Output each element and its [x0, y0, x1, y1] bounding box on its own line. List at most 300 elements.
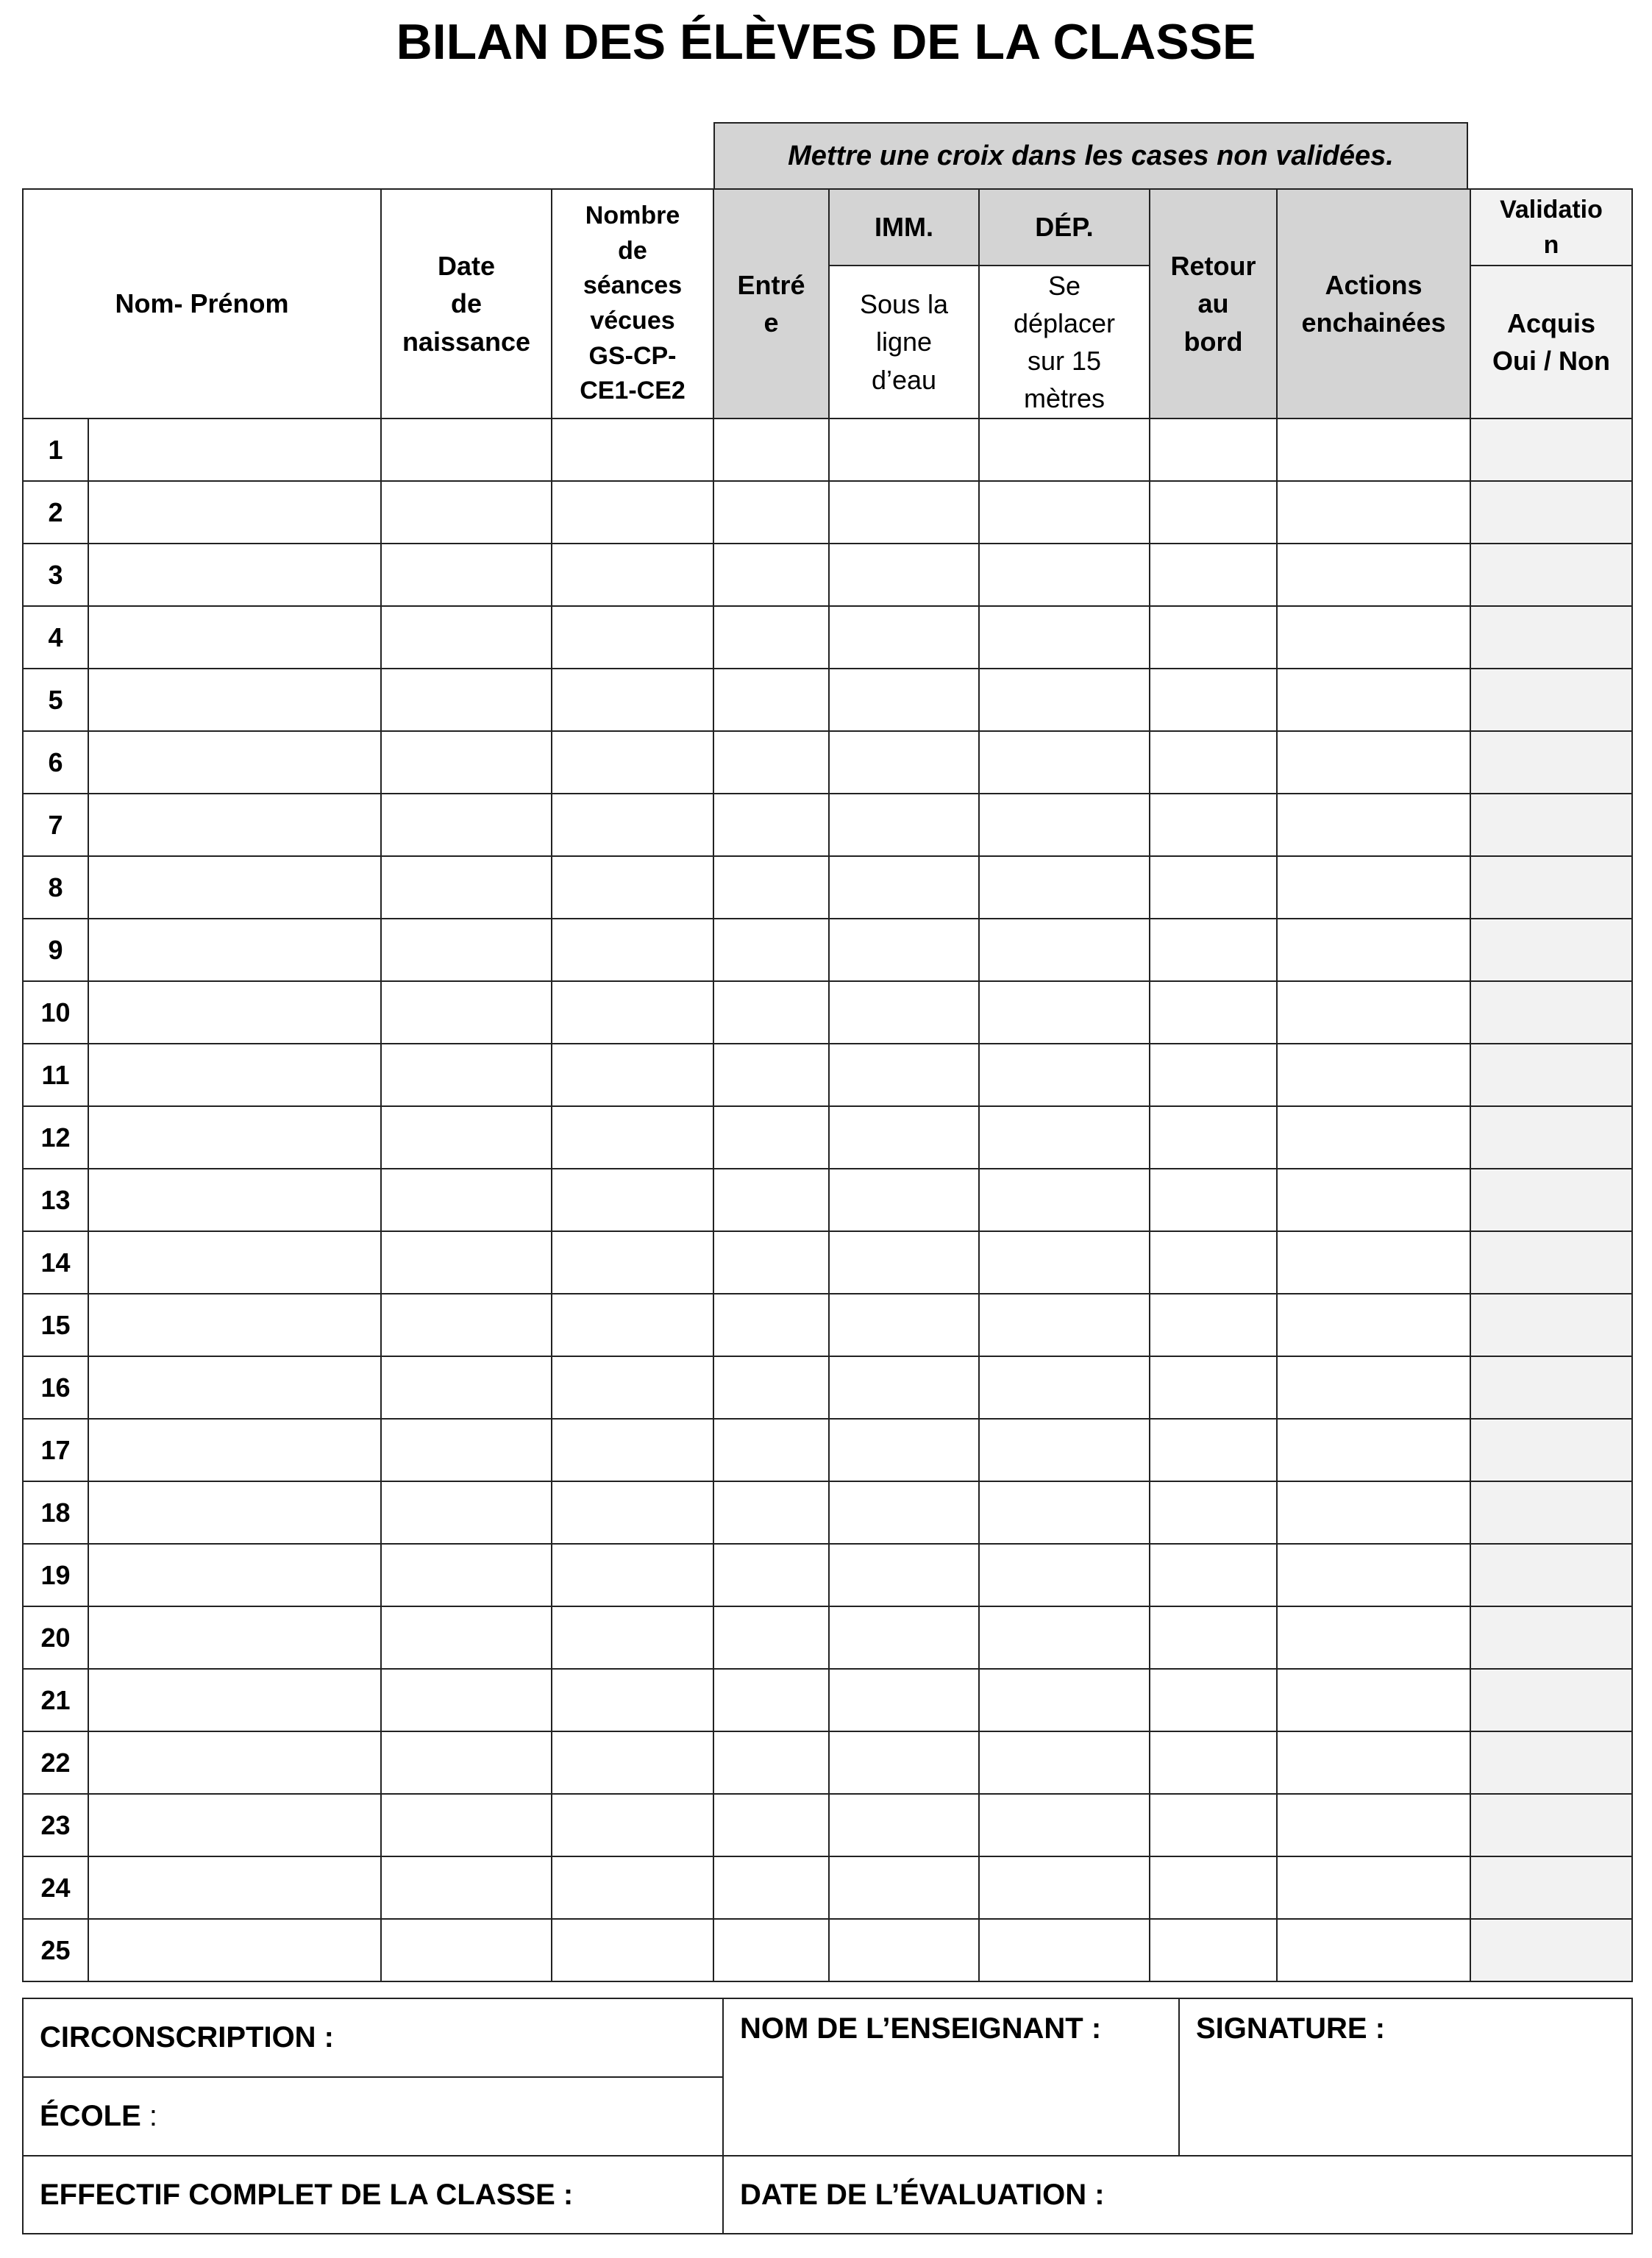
dep-cell[interactable]: [979, 1669, 1150, 1731]
ecole-label: ÉCOLE: [40, 2100, 141, 2132]
imm-cell[interactable]: [829, 1294, 979, 1356]
actions-cell[interactable]: [1277, 1294, 1470, 1356]
birth-date-cell[interactable]: [381, 1731, 552, 1794]
header-imm: IMM.: [829, 189, 979, 266]
table-row: [23, 669, 1632, 731]
imm-cell[interactable]: [829, 856, 979, 919]
entree-cell[interactable]: [713, 1919, 829, 1981]
imm-cell[interactable]: [829, 1606, 979, 1669]
dep-cell[interactable]: [979, 606, 1150, 669]
actions-cell[interactable]: [1277, 544, 1470, 606]
retour-cell[interactable]: [1150, 1481, 1277, 1544]
header-actions: [1277, 189, 1470, 419]
retour-cell[interactable]: [1150, 919, 1277, 981]
birth-date-cell[interactable]: [381, 731, 552, 794]
birth-date-cell[interactable]: [381, 481, 552, 544]
entree-cell[interactable]: [713, 919, 829, 981]
retour-cell[interactable]: [1150, 1356, 1277, 1419]
header-dep-sub-line: Se: [1047, 270, 1081, 301]
entree-cell[interactable]: [713, 1169, 829, 1231]
birth-date-cell[interactable]: [381, 919, 552, 981]
validation-cell[interactable]: [1470, 1044, 1632, 1106]
retour-cell[interactable]: [1150, 981, 1277, 1044]
retour-cell[interactable]: [1150, 1106, 1277, 1169]
dep-cell[interactable]: [979, 919, 1150, 981]
name-cell[interactable]: [88, 606, 381, 669]
dep-cell[interactable]: [979, 1419, 1150, 1481]
validation-cell[interactable]: [1470, 1794, 1632, 1856]
entree-cell[interactable]: [713, 1481, 829, 1544]
table-row: [23, 731, 1632, 794]
imm-cell[interactable]: [829, 1544, 979, 1606]
actions-cell[interactable]: [1277, 1481, 1470, 1544]
actions-cell[interactable]: [1277, 731, 1470, 794]
actions-cell[interactable]: [1277, 1919, 1470, 1981]
entree-cell[interactable]: [713, 1044, 829, 1106]
header-validation-line: Validatio: [1500, 195, 1603, 224]
header-actions-line: enchainées: [1301, 307, 1446, 338]
sessions-cell[interactable]: [552, 794, 713, 856]
birth-date-cell[interactable]: [381, 1606, 552, 1669]
imm-cell[interactable]: [829, 419, 979, 481]
dep-cell[interactable]: [979, 1356, 1150, 1419]
actions-cell[interactable]: [1277, 1044, 1470, 1106]
validation-cell[interactable]: [1470, 1169, 1632, 1231]
actions-cell[interactable]: [1277, 1669, 1470, 1731]
class-size-field[interactable]: EFFECTIF COMPLET DE LA CLASSE :: [23, 2156, 723, 2234]
entree-cell[interactable]: [713, 794, 829, 856]
table-row: [23, 1794, 1632, 1856]
dep-cell[interactable]: [979, 856, 1150, 919]
birth-date-cell[interactable]: [381, 1919, 552, 1981]
sessions-cell[interactable]: [552, 1731, 713, 1794]
retour-cell[interactable]: [1150, 1419, 1277, 1481]
retour-cell[interactable]: [1150, 1606, 1277, 1669]
row-number: 5: [23, 669, 88, 731]
name-cell[interactable]: [88, 1669, 381, 1731]
header-validation: [1470, 189, 1632, 266]
name-cell[interactable]: [88, 1856, 381, 1919]
dep-cell[interactable]: [979, 1481, 1150, 1544]
entree-cell[interactable]: [713, 1731, 829, 1794]
dep-cell[interactable]: [979, 981, 1150, 1044]
imm-cell[interactable]: [829, 731, 979, 794]
table-row: [23, 981, 1632, 1044]
name-cell[interactable]: [88, 1231, 381, 1294]
retour-cell[interactable]: [1150, 1669, 1277, 1731]
header-sessions-line: vécues: [590, 307, 675, 335]
table-row: [23, 1481, 1632, 1544]
validation-cell[interactable]: [1470, 481, 1632, 544]
row-number: 2: [23, 481, 88, 544]
birth-date-cell[interactable]: [381, 1481, 552, 1544]
imm-cell[interactable]: [829, 1419, 979, 1481]
name-cell[interactable]: [88, 1106, 381, 1169]
name-cell[interactable]: [88, 794, 381, 856]
row-number: 13: [23, 1169, 88, 1231]
retour-cell[interactable]: [1150, 544, 1277, 606]
sessions-cell[interactable]: [552, 1919, 713, 1981]
validation-cell[interactable]: [1470, 1544, 1632, 1606]
name-cell[interactable]: [88, 1419, 381, 1481]
retour-cell[interactable]: [1150, 1231, 1277, 1294]
row-number: 21: [23, 1669, 88, 1731]
row-number: 6: [23, 731, 88, 794]
actions-cell[interactable]: [1277, 1356, 1470, 1419]
actions-cell[interactable]: [1277, 1106, 1470, 1169]
sessions-cell[interactable]: [552, 856, 713, 919]
name-cell[interactable]: [88, 1356, 381, 1419]
row-number: 9: [23, 919, 88, 981]
name-cell[interactable]: [88, 669, 381, 731]
retour-cell[interactable]: [1150, 1794, 1277, 1856]
table-row: [23, 1731, 1632, 1794]
retour-cell[interactable]: [1150, 606, 1277, 669]
birth-date-cell[interactable]: [381, 1106, 552, 1169]
evaluation-date-field[interactable]: DATE DE L’ÉVALUATION :: [723, 2156, 1632, 2234]
sessions-cell[interactable]: [552, 606, 713, 669]
imm-cell[interactable]: [829, 1044, 979, 1106]
ecole-field[interactable]: [23, 2077, 723, 2156]
validation-cell[interactable]: [1470, 981, 1632, 1044]
dep-cell[interactable]: [979, 1856, 1150, 1919]
entree-cell[interactable]: [713, 481, 829, 544]
sessions-cell[interactable]: [552, 669, 713, 731]
actions-cell[interactable]: [1277, 1856, 1470, 1919]
row-number: 15: [23, 1294, 88, 1356]
name-cell[interactable]: [88, 1606, 381, 1669]
row-number: 14: [23, 1231, 88, 1294]
validation-cell[interactable]: [1470, 1856, 1632, 1919]
actions-cell[interactable]: [1277, 981, 1470, 1044]
dep-cell[interactable]: [979, 669, 1150, 731]
sessions-cell[interactable]: [552, 1044, 713, 1106]
table-row: [23, 1169, 1632, 1231]
header-dep-sub-line: mètres: [1023, 383, 1106, 414]
actions-cell[interactable]: [1277, 919, 1470, 981]
actions-cell[interactable]: [1277, 1544, 1470, 1606]
actions-cell[interactable]: [1277, 856, 1470, 919]
header-name: Nom- Prénom: [23, 189, 381, 419]
validation-cell[interactable]: [1470, 1419, 1632, 1481]
actions-cell[interactable]: [1277, 1606, 1470, 1669]
dep-cell[interactable]: [979, 1606, 1150, 1669]
header-entree: [713, 189, 829, 419]
validation-cell[interactable]: [1470, 1294, 1632, 1356]
imm-cell[interactable]: [829, 1856, 979, 1919]
row-number: 10: [23, 981, 88, 1044]
sessions-cell[interactable]: [552, 1169, 713, 1231]
row-number: 22: [23, 1731, 88, 1794]
header-sessions-line: GS-CP-: [588, 341, 677, 370]
sessions-cell[interactable]: [552, 419, 713, 481]
row-number: 12: [23, 1106, 88, 1169]
table-row: [23, 1606, 1632, 1669]
validation-cell[interactable]: [1470, 731, 1632, 794]
name-cell[interactable]: [88, 731, 381, 794]
imm-cell[interactable]: [829, 1231, 979, 1294]
row-number: 11: [23, 1044, 88, 1106]
table-row: [23, 1106, 1632, 1169]
sessions-cell[interactable]: [552, 544, 713, 606]
dep-cell[interactable]: [979, 481, 1150, 544]
retour-cell[interactable]: [1150, 1169, 1277, 1231]
validation-cell[interactable]: [1470, 1231, 1632, 1294]
name-cell[interactable]: [88, 1169, 381, 1231]
birth-date-cell[interactable]: [381, 1419, 552, 1481]
entree-cell[interactable]: [713, 1294, 829, 1356]
validation-cell[interactable]: [1470, 1669, 1632, 1731]
sessions-cell[interactable]: [552, 1106, 713, 1169]
header-acquis: [1470, 266, 1632, 419]
entree-cell[interactable]: [713, 1419, 829, 1481]
name-cell[interactable]: [88, 981, 381, 1044]
actions-cell[interactable]: [1277, 794, 1470, 856]
validation-cell[interactable]: [1470, 1356, 1632, 1419]
entree-cell[interactable]: [713, 1356, 829, 1419]
header-dep: DÉP.: [979, 189, 1150, 266]
header-retour-line: au: [1197, 288, 1229, 319]
ecole-colon: :: [140, 2100, 158, 2132]
birth-date-cell[interactable]: [381, 419, 552, 481]
sessions-cell[interactable]: [552, 1606, 713, 1669]
name-cell[interactable]: [88, 481, 381, 544]
table-row: [23, 794, 1632, 856]
validation-cell[interactable]: [1470, 419, 1632, 481]
entree-cell[interactable]: [713, 856, 829, 919]
dep-cell[interactable]: [979, 731, 1150, 794]
validation-cell[interactable]: [1470, 1919, 1632, 1981]
header-sessions-line: CE1-CE2: [580, 377, 686, 405]
sessions-cell[interactable]: [552, 481, 713, 544]
entree-cell[interactable]: [713, 1106, 829, 1169]
sessions-cell[interactable]: [552, 1294, 713, 1356]
table-row: [23, 419, 1632, 481]
validation-cell[interactable]: [1470, 1731, 1632, 1794]
table-row: [23, 1669, 1632, 1731]
imm-cell[interactable]: [829, 1919, 979, 1981]
birth-date-cell[interactable]: [381, 1544, 552, 1606]
name-cell[interactable]: [88, 1294, 381, 1356]
header-entree-line: e: [763, 307, 779, 338]
birth-date-cell[interactable]: [381, 856, 552, 919]
actions-cell[interactable]: [1277, 669, 1470, 731]
retour-cell[interactable]: [1150, 1919, 1277, 1981]
name-cell[interactable]: [88, 1731, 381, 1794]
birth-date-cell[interactable]: [381, 1169, 552, 1231]
signature-field[interactable]: SIGNATURE :: [1179, 1998, 1632, 2156]
birth-date-cell[interactable]: [381, 1356, 552, 1419]
dep-cell[interactable]: [979, 1106, 1150, 1169]
header-retour: [1150, 189, 1277, 419]
page-title: BILAN DES ÉLÈVES DE LA CLASSE: [396, 14, 1256, 70]
entree-cell[interactable]: [713, 981, 829, 1044]
imm-cell[interactable]: [829, 919, 979, 981]
birth-date-cell[interactable]: [381, 1856, 552, 1919]
name-cell[interactable]: [88, 419, 381, 481]
birth-date-cell[interactable]: [381, 606, 552, 669]
birth-date-cell[interactable]: [381, 1669, 552, 1731]
name-cell[interactable]: [88, 1794, 381, 1856]
circonscription-field[interactable]: CIRCONSCRIPTION :: [23, 1998, 723, 2077]
retour-cell[interactable]: [1150, 1294, 1277, 1356]
name-cell[interactable]: [88, 1044, 381, 1106]
header-validation-line: n: [1543, 231, 1559, 259]
header-acquis-line: Acquis: [1506, 307, 1596, 338]
header-birth-line: Date: [437, 251, 496, 282]
actions-cell[interactable]: [1277, 1794, 1470, 1856]
entree-cell[interactable]: [713, 1606, 829, 1669]
entree-cell[interactable]: [713, 669, 829, 731]
actions-cell[interactable]: [1277, 1731, 1470, 1794]
birth-date-cell[interactable]: [381, 1044, 552, 1106]
entree-cell[interactable]: [713, 1794, 829, 1856]
validation-cell[interactable]: [1470, 1481, 1632, 1544]
validation-cell[interactable]: [1470, 669, 1632, 731]
birth-date-cell[interactable]: [381, 981, 552, 1044]
imm-cell[interactable]: [829, 669, 979, 731]
imm-cell[interactable]: [829, 1106, 979, 1169]
sessions-cell[interactable]: [552, 1669, 713, 1731]
name-cell[interactable]: [88, 1481, 381, 1544]
actions-cell[interactable]: [1277, 1169, 1470, 1231]
row-number: 20: [23, 1606, 88, 1669]
table-row: [23, 544, 1632, 606]
imm-cell[interactable]: [829, 1481, 979, 1544]
entree-cell[interactable]: [713, 606, 829, 669]
header-sessions-line: de: [618, 236, 647, 265]
entree-cell[interactable]: [713, 1231, 829, 1294]
table-row: [23, 1231, 1632, 1294]
teacher-name-field[interactable]: NOM DE L’ENSEIGNANT :: [723, 1998, 1179, 2156]
dep-cell[interactable]: [979, 1731, 1150, 1794]
table-row: [23, 606, 1632, 669]
header-imm-sub-line: Sous la: [859, 289, 949, 320]
validation-cell[interactable]: [1470, 919, 1632, 981]
dep-cell[interactable]: [979, 419, 1150, 481]
dep-cell[interactable]: [979, 794, 1150, 856]
retour-cell[interactable]: [1150, 1731, 1277, 1794]
validation-cell[interactable]: [1470, 1106, 1632, 1169]
birth-date-cell[interactable]: [381, 794, 552, 856]
header-imm-sub-line: ligne: [875, 327, 933, 357]
retour-cell[interactable]: [1150, 481, 1277, 544]
sessions-cell[interactable]: [552, 1231, 713, 1294]
row-number: 7: [23, 794, 88, 856]
sessions-cell[interactable]: [552, 1794, 713, 1856]
imm-cell[interactable]: [829, 544, 979, 606]
sessions-cell[interactable]: [552, 731, 713, 794]
validation-cell[interactable]: [1470, 856, 1632, 919]
entree-cell[interactable]: [713, 1856, 829, 1919]
dep-cell[interactable]: [979, 1794, 1150, 1856]
dep-cell[interactable]: [979, 1544, 1150, 1606]
validation-cell[interactable]: [1470, 544, 1632, 606]
imm-cell[interactable]: [829, 481, 979, 544]
header-actions-line: Actions: [1325, 269, 1423, 300]
table-row: [23, 1044, 1632, 1106]
imm-cell[interactable]: [829, 1356, 979, 1419]
dep-cell[interactable]: [979, 1231, 1150, 1294]
name-cell[interactable]: [88, 544, 381, 606]
actions-cell[interactable]: [1277, 606, 1470, 669]
actions-cell[interactable]: [1277, 1231, 1470, 1294]
birth-date-cell[interactable]: [381, 1794, 552, 1856]
dep-cell[interactable]: [979, 544, 1150, 606]
retour-cell[interactable]: [1150, 856, 1277, 919]
imm-cell[interactable]: [829, 1169, 979, 1231]
sessions-cell[interactable]: [552, 1419, 713, 1481]
imm-cell[interactable]: [829, 794, 979, 856]
header-dep-sub: [979, 266, 1150, 419]
validation-cell[interactable]: [1470, 1606, 1632, 1669]
header-sessions: [552, 189, 713, 419]
entree-cell[interactable]: [713, 731, 829, 794]
validation-cell[interactable]: [1470, 794, 1632, 856]
name-cell[interactable]: [88, 1544, 381, 1606]
dep-cell[interactable]: [979, 1169, 1150, 1231]
actions-cell[interactable]: [1277, 481, 1470, 544]
dep-cell[interactable]: [979, 1919, 1150, 1981]
row-number: 3: [23, 544, 88, 606]
header-retour-line: bord: [1183, 326, 1243, 357]
sessions-cell[interactable]: [552, 1544, 713, 1606]
retour-cell[interactable]: [1150, 731, 1277, 794]
validation-cell[interactable]: [1470, 606, 1632, 669]
row-number: 18: [23, 1481, 88, 1544]
header-dep-sub-line: déplacer: [1013, 307, 1116, 338]
entree-cell[interactable]: [713, 1669, 829, 1731]
name-cell[interactable]: [88, 919, 381, 981]
imm-cell[interactable]: [829, 1794, 979, 1856]
imm-cell[interactable]: [829, 606, 979, 669]
sessions-cell[interactable]: [552, 1481, 713, 1544]
birth-date-cell[interactable]: [381, 1294, 552, 1356]
birth-date-cell[interactable]: [381, 544, 552, 606]
header-acquis-line: Oui / Non: [1492, 346, 1610, 376]
sessions-cell[interactable]: [552, 1856, 713, 1919]
sessions-cell[interactable]: [552, 1356, 713, 1419]
imm-cell[interactable]: [829, 1669, 979, 1731]
entree-cell[interactable]: [713, 419, 829, 481]
dep-cell[interactable]: [979, 1294, 1150, 1356]
sessions-cell[interactable]: [552, 919, 713, 981]
birth-date-cell[interactable]: [381, 669, 552, 731]
actions-cell[interactable]: [1277, 419, 1470, 481]
retour-cell[interactable]: [1150, 419, 1277, 481]
row-number: 8: [23, 856, 88, 919]
row-number: 19: [23, 1544, 88, 1606]
retour-cell[interactable]: [1150, 1856, 1277, 1919]
retour-cell[interactable]: [1150, 794, 1277, 856]
row-number: 24: [23, 1856, 88, 1919]
actions-cell[interactable]: [1277, 1419, 1470, 1481]
name-cell[interactable]: [88, 1919, 381, 1981]
retour-cell[interactable]: [1150, 1044, 1277, 1106]
retour-cell[interactable]: [1150, 1544, 1277, 1606]
row-number: 17: [23, 1419, 88, 1481]
name-cell[interactable]: [88, 856, 381, 919]
entree-cell[interactable]: [713, 544, 829, 606]
dep-cell[interactable]: [979, 1044, 1150, 1106]
header-entree-line: Entré: [737, 269, 805, 300]
sessions-cell[interactable]: [552, 981, 713, 1044]
imm-cell[interactable]: [829, 981, 979, 1044]
retour-cell[interactable]: [1150, 669, 1277, 731]
imm-cell[interactable]: [829, 1731, 979, 1794]
birth-date-cell[interactable]: [381, 1231, 552, 1294]
entree-cell[interactable]: [713, 1544, 829, 1606]
